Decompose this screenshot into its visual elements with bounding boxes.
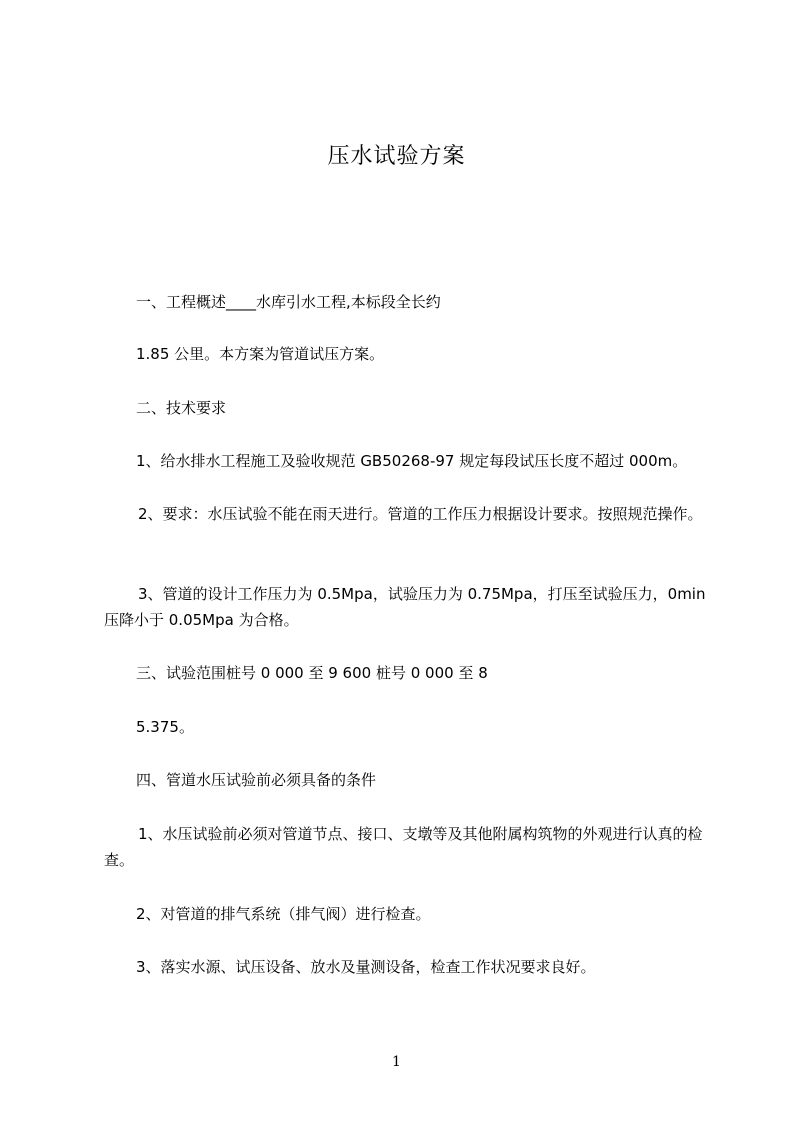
heading-test-range: 三、试验范围桩号 0 000 至 9 600 桩号 0 000 至 8 xyxy=(136,664,488,682)
heading-technical-requirements: 二、技术要求 xyxy=(136,399,227,417)
paragraph-test-range-cont: 5.375。 xyxy=(136,718,194,736)
document-title: 压水试验方案 xyxy=(327,144,466,169)
paragraph-length: 1.85 公里。本方案为管道试压方案。 xyxy=(136,345,385,363)
paragraph-requirement-2: 2、要求：水压试验不能在雨天进行。管道的工作压力根据设计要求。按照规范操作。 xyxy=(138,505,703,523)
paragraph-overview: 一、工程概述____水库引水工程,本标段全长约 xyxy=(136,293,441,311)
heading-preconditions: 四、管道水压试验前必须具备的条件 xyxy=(136,771,377,789)
paragraph-precondition-1: 1、水压试验前必须对管道节点、接口、支墩等及其他附属构筑物的外观进行认真的检查。 xyxy=(104,825,703,869)
page-number: 1 xyxy=(392,1054,401,1070)
paragraph-requirement-1: 1、给水排水工程施工及验收规范 GB50268-97 规定每段试压长度不超过 000m。 xyxy=(136,452,688,470)
paragraph-requirement-3: 3、管道的设计工作压力为 0.5Mpa，试验压力为 0.75Mpa，打压至试验压力，0min 压降小于 0.05Mpa 为合格。 xyxy=(104,585,706,629)
paragraph-precondition-2: 2、对管道的排气系统（排气阀）进行检查。 xyxy=(136,905,431,923)
paragraph-precondition-3: 3、落实水源、试压设备、放水及量测设备，检查工作状况要求良好。 xyxy=(136,958,596,976)
